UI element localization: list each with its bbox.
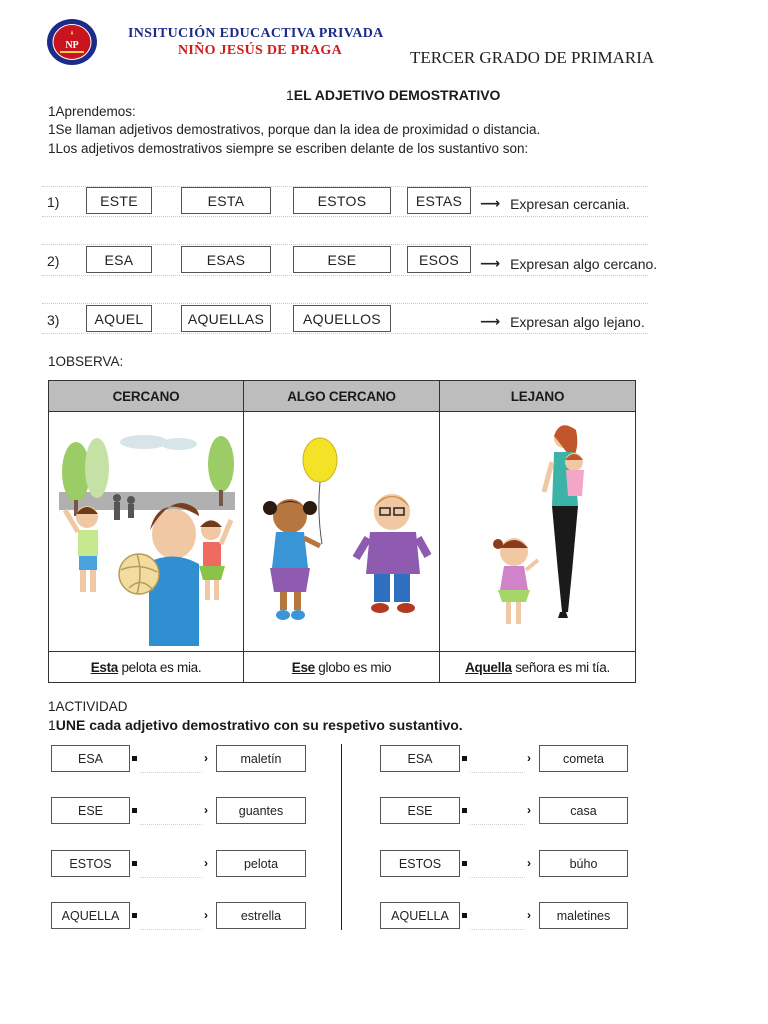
word-box: AQUELLAS — [181, 305, 271, 332]
adjective-box[interactable]: ESE — [380, 797, 460, 824]
adjective-box[interactable]: ESA — [380, 745, 460, 772]
noun-box[interactable]: cometa — [539, 745, 628, 772]
word-box: ESE — [293, 246, 391, 273]
connector-dot-icon[interactable] — [132, 861, 137, 866]
adjective-box[interactable]: ESA — [51, 745, 130, 772]
lesson-title-number: 1 — [286, 87, 294, 103]
word-box: ESOS — [407, 246, 471, 273]
noun-box[interactable]: búho — [539, 850, 628, 877]
word-box: ESAS — [181, 246, 271, 273]
row-label: 2) — [47, 253, 60, 269]
arrow-tip-icon[interactable]: › — [527, 751, 531, 765]
arrow-tip-icon[interactable]: › — [527, 803, 531, 817]
kids-with-ball-illustration — [49, 412, 243, 646]
instruction-number: 1 — [48, 717, 56, 733]
woman-and-girl-illustration — [440, 412, 635, 646]
arrow-right-icon: ⟶ — [480, 255, 501, 271]
word-box: ESTE — [86, 187, 152, 214]
dotted-guide — [470, 877, 525, 878]
activity-instruction — [48, 717, 463, 733]
arrow-right-icon: ⟶ — [480, 313, 501, 329]
word-box: ESTA — [181, 187, 271, 214]
connector-dot-icon[interactable] — [462, 861, 467, 866]
adjective-box[interactable]: ESE — [51, 797, 130, 824]
caption-near: Esta pelota es mia. — [49, 652, 244, 683]
dotted-guide — [470, 772, 525, 773]
observe-table — [48, 380, 636, 683]
illustration-far — [440, 412, 636, 652]
connector-dot-icon[interactable] — [132, 913, 137, 918]
arrow-tip-icon[interactable]: › — [204, 908, 208, 922]
noun-box[interactable]: pelota — [216, 850, 306, 877]
lesson-line-usage: 1Los adjetivos demostrativos siempre se escriben delante de los sustantivo son: — [48, 141, 529, 156]
connector-dot-icon[interactable] — [132, 808, 137, 813]
adjective-box[interactable]: AQUELLA — [51, 902, 130, 929]
connector-dot-icon[interactable] — [132, 756, 137, 761]
word-box: ESA — [86, 246, 152, 273]
school-name-line1: INSITUCIÓN EDUCACTIVA PRIVADA — [128, 26, 384, 41]
header-far: LEJANO — [440, 381, 636, 412]
word-box: ESTAS — [407, 187, 471, 214]
arrow-tip-icon[interactable]: › — [527, 856, 531, 870]
connector-dot-icon[interactable] — [462, 756, 467, 761]
dotted-guide — [470, 929, 525, 930]
girl-with-balloon-illustration — [244, 412, 439, 646]
dotted-guide — [140, 929, 202, 930]
arrow-tip-icon[interactable]: › — [204, 751, 208, 765]
lesson-title — [286, 87, 500, 103]
meaning-far: ⟶ Expresan algo lejano. — [480, 313, 645, 330]
dotted-guide — [140, 772, 202, 773]
lesson-line-learn: 1Aprendemos: — [48, 104, 136, 119]
noun-box[interactable]: guantes — [216, 797, 306, 824]
dotted-guide — [140, 877, 202, 878]
logo-initials: NP — [65, 40, 79, 51]
caption-somewhat-near: Ese globo es mio — [244, 652, 440, 683]
illustration-near — [49, 412, 244, 652]
adjective-box[interactable]: ESTOS — [380, 850, 460, 877]
school-logo — [46, 18, 98, 66]
row-label: 1) — [47, 194, 60, 210]
illustration-somewhat-near — [244, 412, 440, 652]
noun-box[interactable]: maletines — [539, 902, 628, 929]
instruction-text: UNE cada adjetivo demostrativo con su respetivo sustantivo. — [55, 717, 463, 733]
header-somewhat-near: ALGO CERCANO — [244, 381, 440, 412]
lesson-title-text: EL ADJETIVO DEMOSTRATIVO — [293, 87, 501, 103]
arrow-tip-icon[interactable]: › — [204, 803, 208, 817]
connector-dot-icon[interactable] — [462, 808, 467, 813]
noun-box[interactable]: maletín — [216, 745, 306, 772]
arrow-tip-icon[interactable]: › — [527, 908, 531, 922]
connector-dot-icon[interactable] — [462, 913, 467, 918]
adjective-box[interactable]: AQUELLA — [380, 902, 460, 929]
dotted-guide — [470, 824, 525, 825]
noun-box[interactable]: casa — [539, 797, 628, 824]
meaning-somewhat-near: ⟶ Expresan algo cercano. — [480, 255, 658, 272]
grade-title: TERCER GRADO DE PRIMARIA — [410, 48, 655, 67]
school-name-line2: NIÑO JESÚS DE PRAGA — [178, 43, 342, 58]
word-box: AQUEL — [86, 305, 152, 332]
noun-box[interactable]: estrella — [216, 902, 306, 929]
meaning-near: ⟶ Expresan cercania. — [480, 195, 630, 212]
word-box: ESTOS — [293, 187, 391, 214]
activity-label: 1ACTIVIDAD — [48, 699, 128, 714]
arrow-tip-icon[interactable]: › — [204, 856, 208, 870]
header-near: CERCANO — [49, 381, 244, 412]
observe-label: 1OBSERVA: — [48, 354, 124, 369]
row-label: 3) — [47, 312, 60, 328]
dotted-guide — [140, 824, 202, 825]
adjective-box[interactable]: ESTOS — [51, 850, 130, 877]
word-box: AQUELLOS — [293, 305, 391, 332]
caption-far: Aquella señora es mi tía. — [440, 652, 636, 683]
arrow-right-icon: ⟶ — [480, 195, 501, 211]
lesson-line-definition: 1Se llaman adjetivos demostrativos, porque dan la idea de proximidad o distancia. — [48, 122, 541, 137]
activity-divider — [341, 744, 342, 930]
